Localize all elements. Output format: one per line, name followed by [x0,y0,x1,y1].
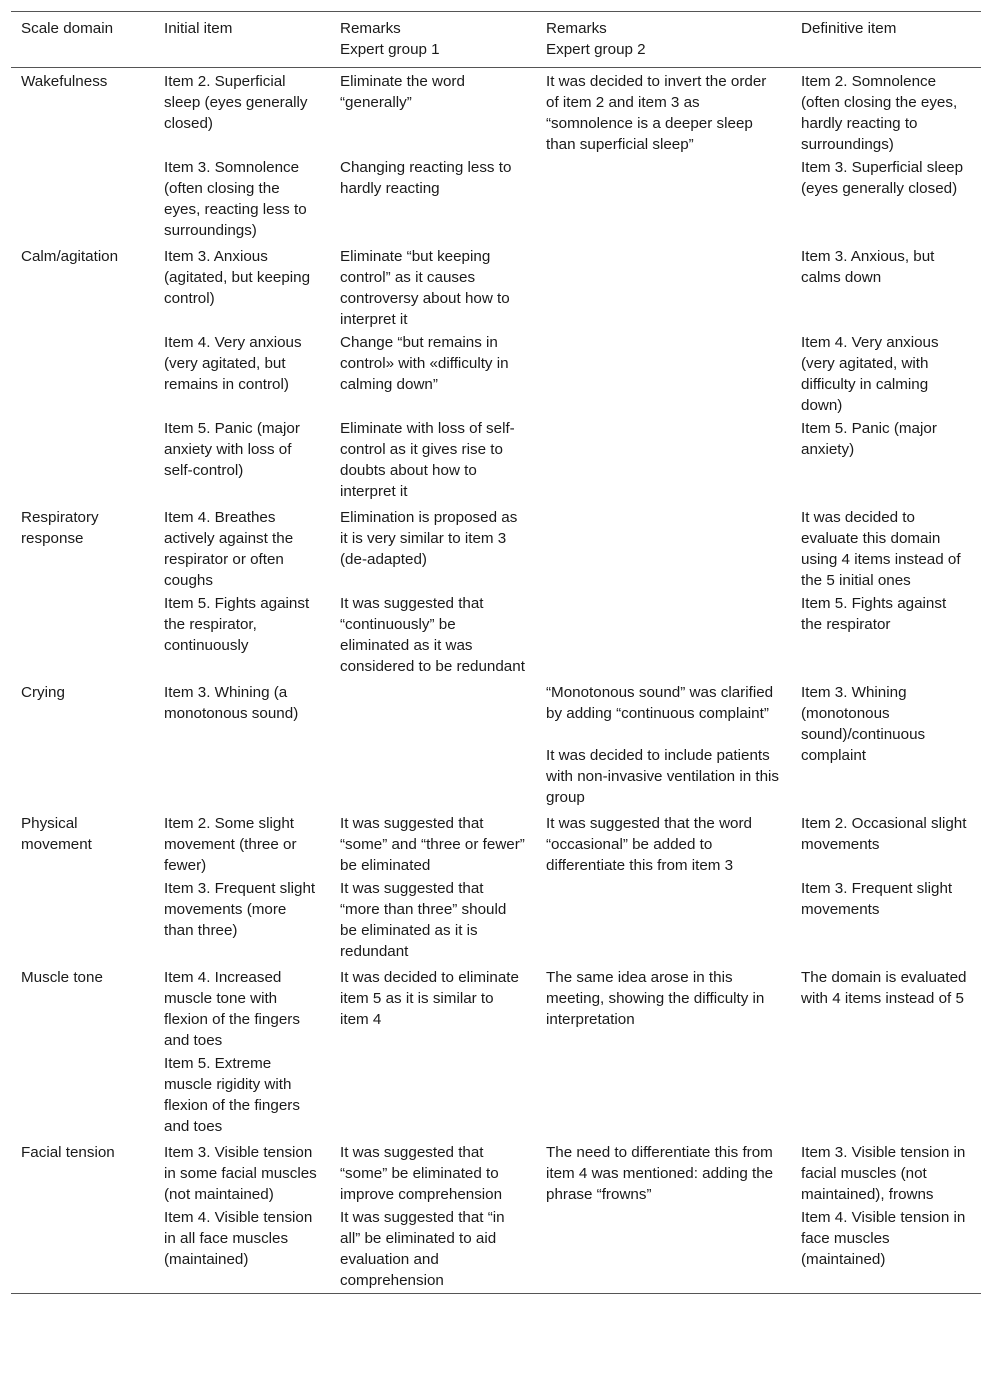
table-row [11,417,981,504]
initial-item-cell: Item 4. Very anxious (very agitated, but remains in control) [164,334,302,393]
remarks-1-cell: It was suggested that “more than three” should be eliminated as it is redundant [340,880,507,960]
initial-item-cell: Item 2. Superficial sleep (eyes generally closed) [164,73,308,132]
remarks-2-cell: It was decided to invert the order of item 2 and item 3 as “somnolence is a deeper sleep than superficial sleep” [546,73,767,153]
remarks-1-cell [330,679,536,810]
table-row [11,1139,981,1206]
initial-item-cell: Item 3. Frequent slight movements (more than three) [164,880,316,939]
remarks-1-cell: Eliminate with loss of self-control as it gives rise to doubts about how to interpret it [340,420,515,500]
definitive-item-cell: Item 3. Anxious, but calms down [801,248,935,286]
table-row [11,877,981,964]
initial-item-cell: Item 2. Some slight movement (three or fewer) [164,815,297,874]
remarks-1-cell: It was suggested that “continuously” be eliminated as it was considered to be redundant [340,595,525,675]
definitive-item-cell: It was decided to evaluate this domain using 4 items instead of the 5 initial ones [801,509,961,589]
remarks-1-cell: Changing reacting less to hardly reacting [340,159,512,197]
initial-item-cell: Item 5. Fights against the respirator, continuously [164,595,310,654]
definitive-item-cell: Item 2. Occasional slight movements [801,815,967,853]
definitive-item-cell: Item 3. Frequent slight movements [801,880,953,918]
table-row [11,331,981,417]
domain-cell: Respiratory response [21,509,99,547]
table-row [11,679,981,810]
table-header [11,12,981,68]
header-initial-item: Initial item [164,20,233,37]
remarks-1-cell: It was suggested that “some” be eliminated to improve comprehension [340,1144,503,1203]
initial-item-cell: Item 3. Whining (a monotonous sound) [164,684,299,722]
domain-cell: Physical movement [21,815,92,853]
header-remarks-2-line1: Remarks [546,20,607,37]
table-row [11,243,981,331]
table-body [11,68,981,1294]
initial-item-cell: Item 5. Extreme muscle rigidity with flexion of the fingers and toes [164,1055,300,1135]
table-row [11,964,981,1052]
table-row [11,68,981,157]
header-remarks-group-1 [330,12,536,68]
initial-item-cell: Item 4. Breathes actively against the respirator or often coughs [164,509,294,589]
header-row [11,12,981,68]
table-row [11,504,981,592]
table-row [11,156,981,243]
definitive-item-cell: The domain is evaluated with 4 items instead of 5 [801,969,967,1007]
remarks-2-cell: It was suggested that the word “occasional” be added to differentiate this from item 3 [546,815,752,874]
definitive-item-cell: Item 5. Fights against the respirator [801,595,947,633]
table-row [11,810,981,877]
table-row [11,592,981,679]
remarks-2-paragraph: “Monotonous sound” was clarified by adding “continuous complaint” [546,684,774,722]
definitive-item-cell: Item 5. Panic (major anxiety) [801,420,937,458]
header-remarks-1-line2: Expert group 1 [340,41,440,58]
remarks-2-cell [536,679,791,810]
domain-cell: Facial tension [21,1144,115,1161]
domain-cell: Wakefulness [21,73,108,90]
domain-cell: Muscle tone [21,969,103,986]
expert-remarks-table [11,11,981,1294]
definitive-item-cell: Item 3. Whining (monotonous sound)/continuous complaint [801,684,926,764]
header-scale-domain: Scale domain [21,20,114,37]
remarks-1-cell: Eliminate “but keeping control” as it causes controversy about how to interpret it [340,248,510,328]
remarks-1-cell: It was suggested that “in all” be eliminated to aid evaluation and comprehension [340,1209,505,1289]
remarks-1-cell: Eliminate the word “generally” [340,73,465,111]
initial-item-cell: Item 4. Visible tension in all face muscles (maintained) [164,1209,313,1268]
header-definitive-item: Definitive item [801,20,897,37]
definitive-item-cell: Item 4. Visible tension in face muscles (maintained) [801,1209,966,1268]
definitive-item-cell: Item 3. Visible tension in facial muscles (not maintained), frowns [801,1144,966,1203]
header-remarks-2-line2: Expert group 2 [546,41,646,58]
remarks-2-cell [536,243,791,504]
initial-item-cell: Item 3. Somnolence (often closing the eyes, reacting less to surroundings) [164,159,307,239]
domain-cell: Calm/agitation [21,248,119,265]
remarks-2-paragraph: It was decided to include patients with non-invasive ventilation in this group [546,747,779,806]
header-remarks-1-line1: Remarks [340,20,401,37]
initial-item-cell: Item 5. Panic (major anxiety with loss of self-control) [164,420,300,479]
definitive-item-cell: Item 4. Very anxious (very agitated, with difficulty in calming down) [801,334,939,414]
remarks-1-cell: It was decided to eliminate item 5 as it is similar to item 4 [340,969,519,1028]
remarks-1-cell: Change “but remains in control» with «difficulty in calming down” [340,334,509,393]
remarks-2-cell: The same idea arose in this meeting, showing the difficulty in interpretation [546,969,765,1028]
initial-item-cell: Item 3. Anxious (agitated, but keeping control) [164,248,311,307]
definitive-item-cell: Item 2. Somnolence (often closing the eyes, hardly reacting to surroundings) [801,73,958,153]
remarks-1-cell: It was suggested that “some” and “three or fewer” be eliminated [340,815,525,874]
remarks-2-cell: The need to differentiate this from item 4 was mentioned: adding the phrase “frowns” [546,1144,774,1203]
table-row [11,1206,981,1294]
initial-item-cell: Item 4. Increased muscle tone with flexion of the fingers and toes [164,969,300,1049]
definitive-item-cell: Item 3. Superficial sleep (eyes generally closed) [801,159,964,197]
header-remarks-group-2 [536,12,791,68]
initial-item-cell: Item 3. Visible tension in some facial muscles (not maintained) [164,1144,317,1203]
domain-cell: Crying [21,684,65,701]
table-container [11,11,981,1294]
remarks-2-cell [536,504,791,679]
remarks-1-cell: Elimination is proposed as it is very similar to item 3 (de-adapted) [340,509,518,568]
